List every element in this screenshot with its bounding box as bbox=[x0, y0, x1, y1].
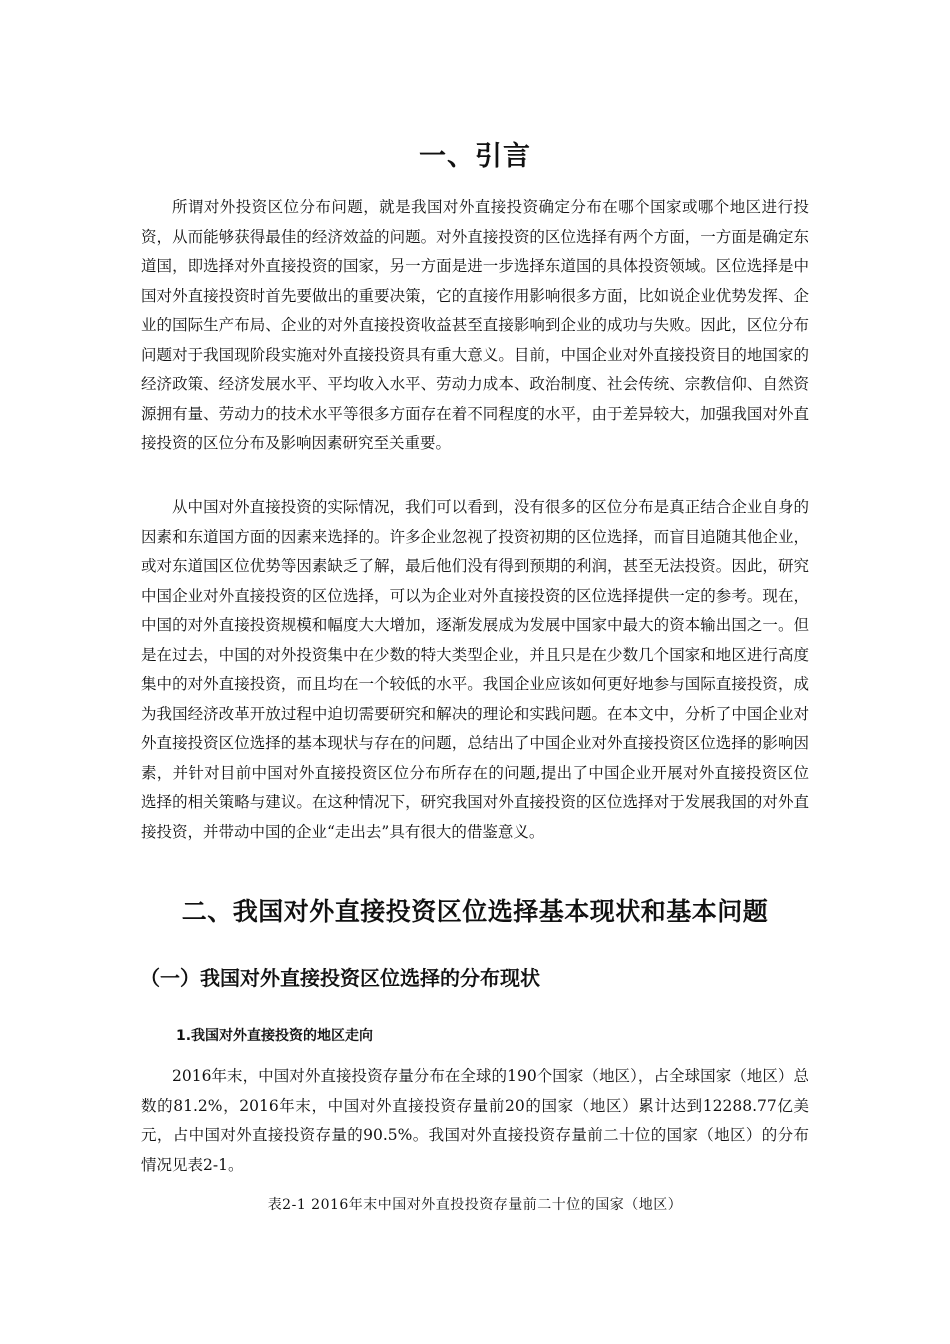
intro-paragraph-2: 从中国对外直接投资的实际情况，我们可以看到，没有很多的区位分布是真正结合企业自身的因素和东道国方面的因素来选择的。许多企业忽视了投资初期的区位选择，而盲目追随其他企业，或对东道国区位优势等因素缺乏了解，最后他们没有得到预期的利润，甚至无法投资。因此，研究中国企业对外直接投资的区位选择，可以为企业对外直接投资的区位选择提供一定的参考。现在，中国的对外直接投资规模和幅度大大增加，逐渐发展成为发展中国家中最大的资本输出国之一。但是在过去，中国的对外投资集中在少数的特大类型企业，并且只是在少数几个国家和地区进行高度集中的对外直接投资，而且均在一个较低的水平。我国企业应该如何更好地参与国际直接投资，成为我国经济改革开放过程中迫切需要研究和解决的理论和实践问题。在本文中，分析了中国企业对外直接投资区位选择的基本现状与存在的问题，总结出了中国企业对外直接投资区位选择的影响因素，并针对目前中国对外直接投资区位分布所存在的问题,提出了中国企业开展对外直接投资区位选择的相关策略与建议。在这种情况下，研究我国对外直接投资的区位选择对于发展我国的对外直接投资，并带动中国的企业“走出去”具有很大的借鉴意义。 bbox=[141, 498, 809, 841]
section-2-heading: 二、我国对外直接投资区位选择基本现状和基本问题 bbox=[181, 897, 769, 926]
region-paragraph-1: 2016年末，中国对外直接投资存量分布在全球的190个国家（地区），占全球国家（地区）总数的81.2%，2016年末，中国对外直接投资存量前20的国家（地区）累计达到12288.77亿美元，占中国对外直接投资存量的90.5%。我国对外直接投资存量前二十位的国家（地区）的分布情况见表2-1。 bbox=[141, 1067, 809, 1174]
intro-paragraph-1: 所谓对外投资区位分布问题，就是我国对外直接投资确定分布在哪个国家或哪个地区进行投资，从而能够获得最佳的经济效益的问题。对外直接投资的区位选择有两个方面，一方面是确定东道国，即选择对外直接投资的国家，另一方面是进一步选择东道国的具体投资领域。区位选择是中国对外直接投资时首先要做出的重要决策，它的直接作用影响很多方面，比如说企业优势发挥、企业的国际生产布局、企业的对外直接投资收益甚至直接影响到企业的成功与失败。因此，区位分布问题对于我国现阶段实施对外直接投资具有重大意义。目前，中国企业对外直接投资目的地国家的经济政策、经济发展水平、平均收入水平、劳动力成本、政治制度、社会传统、宗教信仰、自然资源拥有量、劳动力的技术水平等很多方面存在着不同程度的水平，由于差异较大，加强我国对外直接投资的区位分布及影响因素研究至关重要。 bbox=[141, 198, 809, 452]
table-caption: 表2-1 2016年末中国对外直投投资存量前二十位的国家（地区） bbox=[267, 1197, 683, 1213]
subsubsection-1-heading: 1.我国对外直接投资的地区走向 bbox=[176, 1028, 374, 1044]
subsection-1-heading: （一）我国对外直接投资区位选择的分布现状 bbox=[140, 966, 540, 990]
intro-heading: 一、引言 bbox=[419, 141, 531, 172]
